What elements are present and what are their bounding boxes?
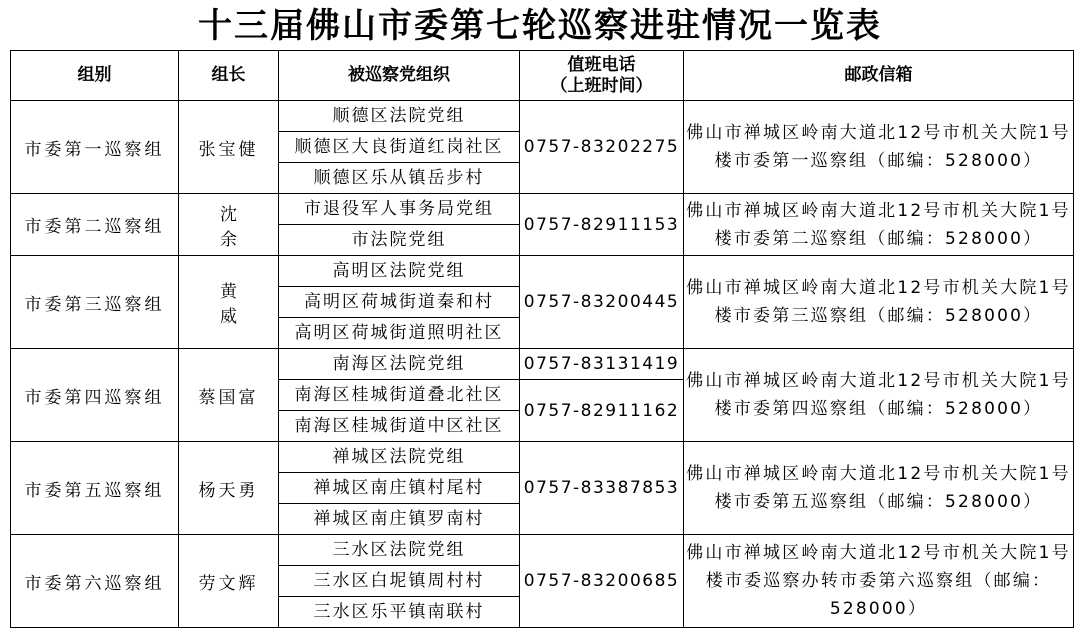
- table-row: [11, 256, 1074, 287]
- unit-cell: 高明区荷城街道秦和村: [279, 287, 520, 318]
- page-title: 十三届佛山市委第七轮巡察进驻情况一览表: [198, 6, 882, 46]
- phone-cell: 0757-83131419: [520, 349, 684, 380]
- unit-cell: 禅城区南庄镇村尾村: [279, 473, 520, 504]
- leader-cell: 沈 余: [179, 194, 279, 256]
- phone-cell: 0757-82911153: [520, 194, 684, 256]
- group-cell: 市委第五巡察组: [11, 442, 179, 535]
- patrol-table: [10, 50, 1074, 628]
- address-cell: 佛山市禅城区岭南大道北12号市机关大院1号楼市委第一巡察组（邮编：528000）: [684, 101, 1074, 194]
- unit-cell: 三水区白坭镇周村村: [279, 566, 520, 597]
- header-leader: 组长: [179, 51, 279, 101]
- unit-cell: 顺德区大良街道红岗社区: [279, 132, 520, 163]
- group-cell: 市委第四巡察组: [11, 349, 179, 442]
- phone-cell: 0757-83202275: [520, 101, 684, 194]
- unit-cell: 市退役军人事务局党组: [279, 194, 520, 225]
- phone-cell: 0757-83387853: [520, 442, 684, 535]
- table-row: [11, 535, 1074, 566]
- phone-cell: 0757-83200685: [520, 535, 684, 628]
- group-cell: 市委第一巡察组: [11, 101, 179, 194]
- header-phone-line2: （上班时间）: [550, 75, 653, 96]
- header-target: 被巡察党组织: [279, 51, 520, 101]
- address-cell: 佛山市禅城区岭南大道北12号市机关大院1号楼市委第三巡察组（邮编：528000）: [684, 256, 1074, 349]
- header-phone: [520, 51, 684, 101]
- phone-cell: 0757-83200445: [520, 256, 684, 349]
- leader-cell: 劳文辉: [179, 535, 279, 628]
- unit-cell: 顺德区乐从镇岳步村: [279, 163, 520, 194]
- unit-cell: 三水区乐平镇南联村: [279, 597, 520, 628]
- leader-cell: 黄 威: [179, 256, 279, 349]
- phone-cell: 0757-82911162: [520, 380, 684, 442]
- unit-cell: 禅城区法院党组: [279, 442, 520, 473]
- table-row: [11, 349, 1074, 380]
- group-cell: 市委第三巡察组: [11, 256, 179, 349]
- header-address: 邮政信箱: [684, 51, 1074, 101]
- header-group: 组别: [11, 51, 179, 101]
- address-cell: 佛山市禅城区岭南大道北12号市机关大院1号楼市委第二巡察组（邮编：528000）: [684, 194, 1074, 256]
- unit-cell: 三水区法院党组: [279, 535, 520, 566]
- unit-cell: 南海区桂城街道叠北社区: [279, 380, 520, 411]
- leader-cell: 杨天勇: [179, 442, 279, 535]
- address-cell: 佛山市禅城区岭南大道北12号市机关大院1号楼市委巡察办转市委第六巡察组（邮编：528000）: [684, 535, 1074, 628]
- address-cell: 佛山市禅城区岭南大道北12号市机关大院1号楼市委第五巡察组（邮编：528000）: [684, 442, 1074, 535]
- unit-cell: 禅城区南庄镇罗南村: [279, 504, 520, 535]
- table-header-row: [11, 51, 1074, 101]
- address-cell: 佛山市禅城区岭南大道北12号市机关大院1号楼市委第四巡察组（邮编：528000）: [684, 349, 1074, 442]
- header-phone-line1: 值班电话: [567, 54, 636, 75]
- group-cell: 市委第二巡察组: [11, 194, 179, 256]
- unit-cell: 高明区法院党组: [279, 256, 520, 287]
- unit-cell: 南海区法院党组: [279, 349, 520, 380]
- leader-cell: 蔡国富: [179, 349, 279, 442]
- group-cell: 市委第六巡察组: [11, 535, 179, 628]
- unit-cell: 高明区荷城街道照明社区: [279, 318, 520, 349]
- unit-cell: 市法院党组: [279, 225, 520, 256]
- unit-cell: 南海区桂城街道中区社区: [279, 411, 520, 442]
- leader-cell: 张宝健: [179, 101, 279, 194]
- unit-cell: 顺德区法院党组: [279, 101, 520, 132]
- table-row: [11, 194, 1074, 225]
- table-row: [11, 101, 1074, 132]
- table-row: [11, 442, 1074, 473]
